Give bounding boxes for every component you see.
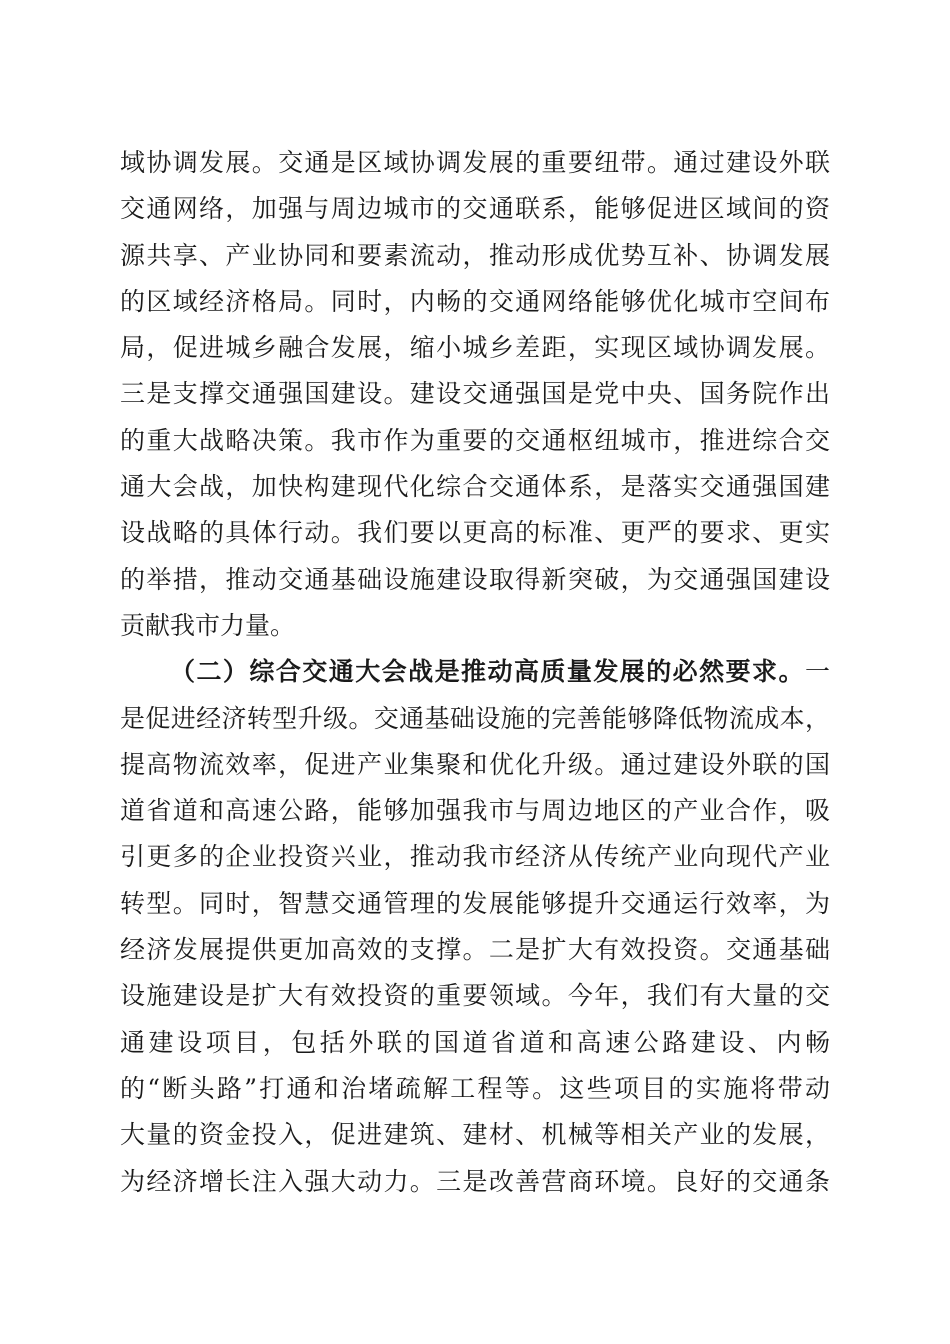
text-line-8: 通大会战，加快构建现代化综合交通体系，是落实交通强国建 — [120, 472, 830, 502]
text-line-5: 局，促进城乡融合发展，缩小城乡差距，实现区域协调发展。 — [120, 333, 830, 363]
text-line-13: 是促进经济转型升级。交通基础设施的完善能够降低物流成本， — [120, 703, 830, 733]
text-line-10: 的举措，推动交通基础设施建设取得新突破，为交通强国建设 — [120, 564, 830, 594]
text-line-1: 域协调发展。交通是区域协调发展的重要纽带。通过建设外联 — [120, 148, 830, 177]
text-line-15: 道省道和高速公路，能够加强我市与周边地区的产业合作，吸 — [120, 796, 830, 826]
text-line-3: 源共享、产业协同和要素流动，推动形成优势互补、协调发展 — [120, 240, 830, 270]
text-line-7: 的重大战略决策。我市作为重要的交通枢纽城市，推进综合交 — [120, 425, 830, 455]
text-line-14: 提高物流效率，促进产业集聚和优化升级。通过建设外联的国 — [120, 749, 830, 779]
text-line-9: 设战略的具体行动。我们要以更高的标准、更严的要求、更实 — [120, 518, 830, 548]
text-line-22: 大量的资金投入，促进建筑、建材、机械等相关产业的发展， — [120, 1120, 830, 1150]
text-line-4: 的区域经济格局。同时，内畅的交通网络能够优化城市空间布 — [120, 286, 830, 316]
text-line-12-tail: 一 — [804, 657, 830, 687]
text-line-11: 贡献我市力量。 — [120, 610, 296, 640]
text-line-18: 经济发展提供更加高效的支撑。二是扩大有效投资。交通基础 — [120, 935, 830, 965]
body-text — [120, 140, 830, 1205]
text-line-16: 引更多的企业投资兴业，推动我市经济从传统产业向现代产业 — [120, 842, 830, 872]
text-line-19: 设施建设是扩大有效投资的重要领域。今年，我们有大量的交 — [120, 981, 830, 1011]
section-heading: （二）综合交通大会战是推动高质量发展的必然要求。 — [170, 657, 805, 687]
text-line-23: 为经济增长注入强大动力。三是改善营商环境。良好的交通条 — [120, 1166, 830, 1196]
text-line-2: 交通网络，加强与周边城市的交通联系，能够促进区域间的资 — [120, 194, 830, 224]
text-line-6: 三是支撑交通强国建设。建设交通强国是党中央、国务院作出 — [120, 379, 830, 409]
text-line-21: 的“断头路”打通和治堵疏解工程等。这些项目的实施将带动 — [120, 1073, 830, 1103]
text-line-12 — [120, 649, 830, 695]
text-line-17: 转型。同时，智慧交通管理的发展能够提升交通运行效率，为 — [120, 888, 830, 918]
text-line-20: 通建设项目，包括外联的国道省道和高速公路建设、内畅 — [120, 1027, 830, 1057]
